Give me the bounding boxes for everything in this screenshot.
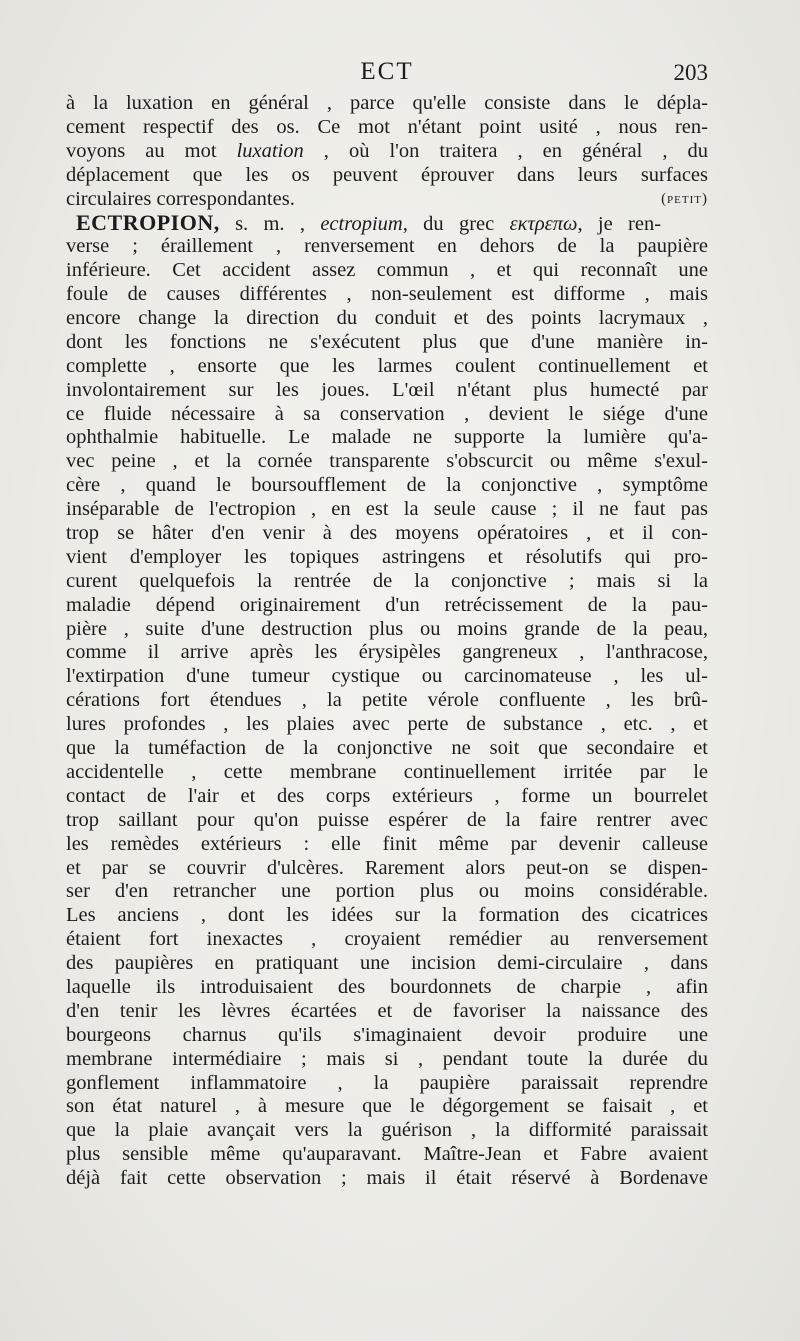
- text-line: étaient fort inexactes , croyaient remédier au renversement: [66, 928, 708, 951]
- text-line: des paupières en pratiquant une incision demi-circulaire , dans: [66, 952, 708, 975]
- text-line: ser d'en retrancher une portion plus ou moins considérable.: [66, 880, 708, 903]
- text-line: complette , ensorte que les larmes coulent continuellement et: [66, 354, 708, 377]
- text-line: curent quelquefois la rentrée de la conjonctive ; mais si la: [66, 569, 708, 592]
- text-line: trop se hâter d'en venir à des moyens opératoires , et il con-: [66, 522, 708, 545]
- italic-term: luxation: [236, 139, 304, 162]
- text-line: que la plaie avançait vers la guérison , la difformité paraissait: [66, 1119, 708, 1142]
- text-line: les remèdes extérieurs : elle finit même par devenir calleuse: [66, 832, 708, 855]
- text-line: Les anciens , dont les idées sur la formation des cicatrices: [66, 904, 708, 927]
- latin-term: ectropium: [320, 213, 403, 236]
- text-line: déplacement que les os peuvent éprouver dans leurs surfaces: [66, 163, 708, 186]
- text-line: maladie dépend originairement d'un retrécissement de la pau-: [66, 593, 708, 616]
- text-line: lures profondes , les plaies avec perte de substance , etc. , et: [66, 713, 708, 736]
- page-header: [66, 58, 708, 92]
- text-line: inférieure. Cet accident assez commun , et qui reconnaît une: [66, 259, 708, 282]
- text-line: pière , suite d'une destruction plus ou moins grande de la peau,: [66, 617, 708, 640]
- text-line: cement respectif des os. Ce mot n'étant point usité , nous ren-: [66, 115, 708, 138]
- greek-term: εκτρεπω: [509, 213, 578, 236]
- text-line: l'extirpation d'une tumeur cystique ou carcinomateuse , les ul-: [66, 665, 708, 688]
- text-line: accidentelle , cette membrane continuellement irritée par le: [66, 760, 708, 783]
- text-line: dont les fonctions ne s'exécutent plus que d'une manière in-: [66, 330, 708, 353]
- text-line: et par se couvrir d'ulcères. Rarement alors peut-on se dispen-: [66, 856, 708, 879]
- text-line: plus sensible même qu'auparavant. Maître-Jean et Fabre avaient: [66, 1143, 708, 1166]
- text-line: circulaires correspondantes. (petit): [66, 187, 708, 210]
- text-line: à la luxation en général , parce qu'elle consiste dans le dépla-: [66, 92, 708, 114]
- text-line: comme il arrive après les érysipèles gangreneux , l'anthracose,: [66, 641, 708, 664]
- text-line: gonflement inflammatoire , la paupière paraissait reprendre: [66, 1071, 708, 1094]
- text-line: déjà fait cette observation ; mais il était réservé à Bordenave: [66, 1167, 708, 1190]
- text-line: voyons au mot luxation , où l'on traitera , en général , du: [66, 139, 708, 162]
- text-line: vient d'employer les topiques astringens et résolutifs qui pro-: [66, 545, 708, 568]
- running-head: ECT: [360, 58, 414, 85]
- text-line: trop saillant pour qu'on puisse espérer de la faire rentrer avec: [66, 808, 708, 831]
- text-line: contact de l'air et des corps extérieurs , forme un bourrelet: [66, 784, 708, 807]
- text-line: encore change la direction du conduit et des points lacrymaux ,: [66, 307, 708, 330]
- text-line: son état naturel , à mesure que le dégorgement se faisait , et: [66, 1095, 708, 1118]
- text-line: ce fluide nécessaire à sa conservation , devient le siége d'une: [66, 402, 708, 425]
- text-line: d'en tenir les lèvres écartées et de favoriser la naissance des: [66, 999, 708, 1022]
- text-line: involontairement sur les joues. L'œil n'étant plus humecté par: [66, 378, 708, 401]
- text-line: vec peine , et la cornée transparente s'obscurcit ou même s'exul-: [66, 450, 708, 473]
- text-line: bourgeons charnus qu'ils s'imaginaient devoir produire une: [66, 1023, 708, 1046]
- text-line: laquelle ils introduisaient des bourdonnets de charpie , afin: [66, 975, 708, 998]
- text-line: cérations fort étendues , la petite vérole confluente , les brû-: [66, 689, 708, 712]
- text-line: ophthalmie habituelle. Le malade ne supporte la lumière qu'a-: [66, 426, 708, 449]
- text-line: verse ; éraillement , renversement en dehors de la paupière: [66, 235, 708, 258]
- page-number: 203: [673, 60, 708, 85]
- entry-line: ECTROPION, s. m. , ectropium, du grec εκτρεπω, je ren-: [76, 210, 662, 236]
- text-line: foule de causes différentes , non-seulement est difforme , mais: [66, 283, 708, 306]
- text-line: inséparable de l'ectropion , en est la seule cause ; il ne faut pas: [66, 498, 708, 521]
- text-body: [66, 92, 708, 1191]
- text-line: que la tuméfaction de la conjonctive ne soit que secondaire et: [66, 737, 708, 760]
- text-line: membrane intermédiaire ; mais si , pendant toute la durée du: [66, 1047, 708, 1070]
- author-signature: (petit): [661, 190, 708, 207]
- text-line: cère , quand le boursoufflement de la conjonctive , symptôme: [66, 474, 708, 497]
- entry-headword: ECTROPION,: [76, 210, 220, 236]
